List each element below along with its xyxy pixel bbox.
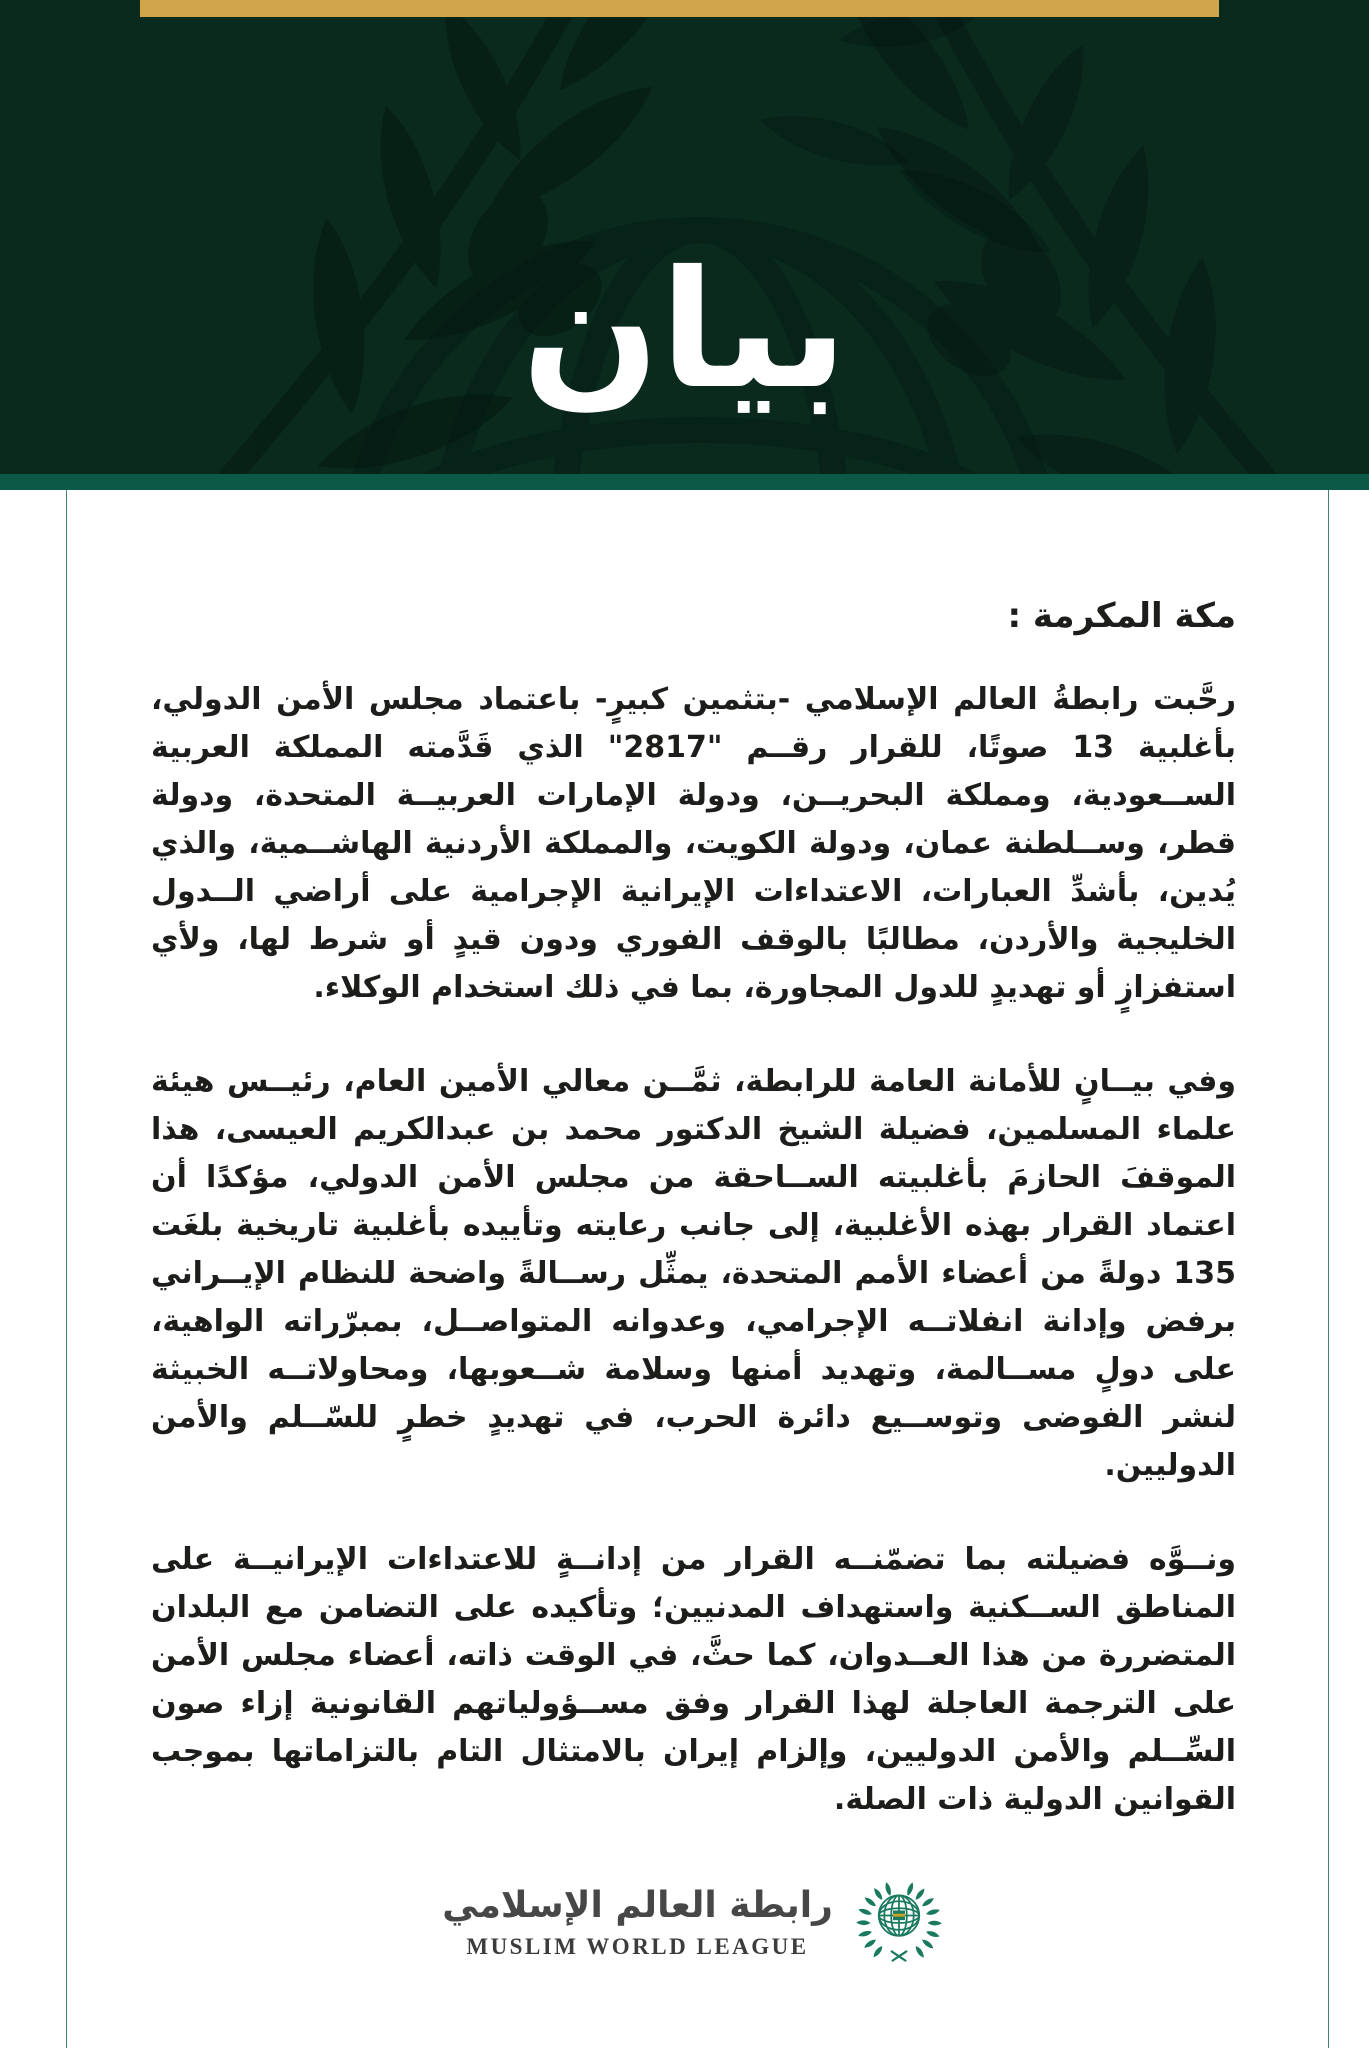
statement-paragraph-1: رحَّبت رابطةُ العالم الإسلامي -بتثمين كبيرٍ- باعتماد مجلس الأمن الدولي، بأغلبية 13 صوتًا، للقرار رقــم "2817" الذي قَدَّمته المملكة العربية الســعودية، ومملكة البحريــن، ودولة الإمارات العربيــة المتحدة، ودولة قطر، وســلطنة عمان، ودولة الكويت، والمملكة الأردنية الهاشــمية، والذي يُدين، بأشدِّ العبارات، الاعتداءات الإيرانية الإجرامية على أراضي الــدول الخليجية والأردن، مطالبًا بالوقف الفوري ودون قيدٍ أو شرط لها، ولأي استفزازٍ أو تهديدٍ للدول المجاورة، بما في ذلك استخدام الوكلاء. <box>151 682 1236 1005</box>
gold-accent-bar <box>140 0 1219 17</box>
mwl-emblem-icon <box>853 1878 945 1966</box>
teal-divider-strip <box>0 474 1369 490</box>
mwl-logo-text <box>442 1884 833 1959</box>
mwl-english-name: MUSLIM WORLD LEAGUE <box>466 1933 809 1959</box>
statement-paragraph-2: وفي بيــانٍ للأمانة العامة للرابطة، ثمَّــن معالي الأمين العام، رئيــس هيئة علماء المسلمين، فضيلة الشيخ الدكتور محمد بن عبدالكريم العيسى، هذا الموقفَ الحازمَ بأغلبيته الســاحقة من مجلس الأمن الدولي، مؤكدًا أن اعتماد القرار بهذه الأغلبية، إلى جانب رعايته وتأييده بأغلبية تاريخية بلغَت 135 دولةً من أعضاء الأمم المتحدة، يمثِّل رســالةً واضحة للنظام الإيــراني برفض وإدانة انفلاتــه الإجرامي، وعدوانه المتواصــل، بمبرّراته الواهية، على دولٍ مســالمة، وتهديد أمنها وسلامة شــعوبها، ومحاولاتــه الخبيثة لنشر الفوضى وتوســيع دائرة الحرب، في تهديدٍ خطرٍ للسّــلم والأمن الدوليين. <box>151 1064 1236 1483</box>
mwl-logo <box>151 1878 1236 1966</box>
header-banner <box>0 0 1369 474</box>
location-heading: مكة المكرمة : <box>1007 596 1236 636</box>
mwl-arabic-name: رابطة العالم الإسلامي <box>442 1885 833 1927</box>
statement-card <box>66 490 1329 2048</box>
statement-paragraph-3: ونــوَّه فضيلته بما تضمّنــه القرار من إدانــةٍ للاعتداءات الإيرانيــة على المناطق الســكنية واستهداف المدنيين؛ وتأكيده على التضامن مع البلدان المتضررة من هذا العــدوان، كما حثَّ، في الوقت ذاته، أعضاء مجلس الأمن على الترجمة العاجلة لهذا القرار وفق مســؤولياتهم القانونية إزاء صون السِّــلم والأمن الدوليين، وإلزام إيران بالامتثال التام بالتزاماتها بموجب القوانين الدولية ذات الصلة. <box>151 1542 1236 1817</box>
statement-title-calligraphy: بيان <box>521 237 848 425</box>
